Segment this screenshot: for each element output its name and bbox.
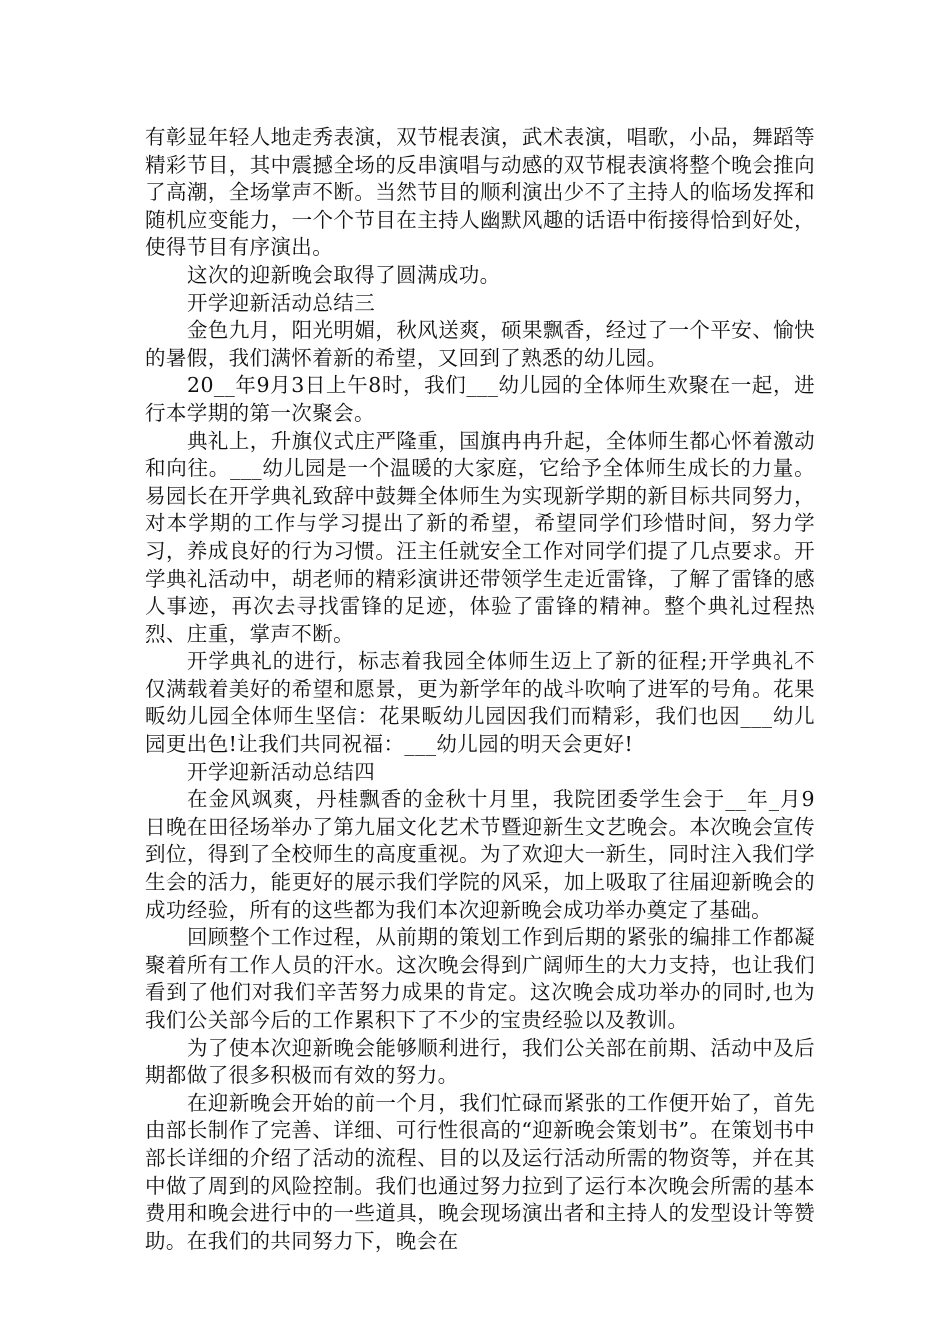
paragraph-success: 这次的迎新晚会取得了圆满成功。 xyxy=(187,262,501,287)
paragraph-date: 20__年9月3日上午8时，我们___幼儿园的全体师生欢聚在一起，进行本学期的第一次聚会。 xyxy=(145,373,815,425)
paragraph-new-journey: 开学典礼的进行，标志着我园全体师生迈上了新的征程;开学典礼不仅满载着美好的希望和愿景，更为新学年的战斗吹响了进军的号角。花果畈幼儿园全体师生坚信：花果畈幼儿园因我们而精彩，我们也因___幼儿园更出色!让我们共同祝福：___幼儿园的明天会更好! xyxy=(145,649,815,757)
paragraph-ceremony: 典礼上，升旗仪式庄严隆重，国旗冉冉升起，全体师生都心怀着激动和向往。___幼儿园是一个温暖的大家庭，它给予全体师生成长的力量。易园长在开学典礼致辞中鼓舞全体师生为实现新学期的新目标共同努力，对本学期的工作与学习提出了新的希望，希望同学们珍惜时间，努力学习，养成良好的行为习惯。汪主任就安全工作对同学们提了几点要求。开学典礼活动中，胡老师的精彩演讲还带领学生走近雷锋，了解了雷锋的感人事迹，再次去寻找雷锋的足迹，体验了雷锋的精神。整个典礼过程热烈、庄重，掌声不断。 xyxy=(145,428,815,646)
paragraph-october: 在金风飒爽，丹桂飘香的金秋十月里，我院团委学生会于__年_月9日晚在田径场举办了第九届文化艺术节暨迎新生文艺晚会。本次晚会宣传到位，得到了全校师生的高度重视。为了欢迎大一新生，同时注入我们学生会的活力，能更好的展示我们学院的风采，加上吸取了往届迎新晚会的成功经验，所有的这些都为我们本次迎新晚会成功举办奠定了基础。 xyxy=(145,787,815,922)
paragraph-efforts: 为了使本次迎新晚会能够顺利进行，我们公关部在前期、活动中及后期都做了很多积极而有效的努力。 xyxy=(145,1035,815,1088)
section-heading-four: 开学迎新活动总结四 xyxy=(187,759,376,784)
document-page xyxy=(145,124,815,1255)
paragraph-preparation: 在迎新晚会开始的前一个月，我们忙碌而紧张的工作便开始了，首先由部长制作了完善、详细、可行性很高的“迎新晚会策划书”。在策划书中部长详细的介绍了活动的流程、目的以及运行活动所需的物资等，并在其中做了周到的风险控制。我们也通过努力拉到了运行本次晚会所需的基本费用和晚会进行中的一些道具，晚会现场演出者和主持人的发型设计等赞助。在我们的共同努力下，晚会在 xyxy=(145,1090,815,1253)
paragraph-september: 金色九月，阳光明媚，秋风送爽，硕果飘香，经过了一个平安、愉快的暑假，我们满怀着新的希望，又回到了熟悉的幼儿园。 xyxy=(145,318,815,370)
section-heading-three: 开学迎新活动总结三 xyxy=(187,290,376,315)
paragraph-continuation: 有彰显年轻人地走秀表演，双节棍表演，武术表演，唱歌，小品，舞蹈等精彩节目，其中震撼全场的反串演唱与动感的双节棍表演将整个晚会推向了高潮，全场掌声不断。当然节目的顺利演出少不了主持人的临场发挥和随机应变能力，一个个节目在主持人幽默风趣的话语中衔接得恰到好处，使得节目有序演出。 xyxy=(145,125,815,260)
paragraph-review: 回顾整个工作过程，从前期的策划工作到后期的紧张的编排工作都凝聚着所有工作人员的汗水。这次晚会得到广阔师生的大力支持，也让我们看到了他们对我们辛苦努力成果的肯定。这次晚会成功举办的同时,也为我们公关部今后的工作累积下了不少的宝贵经验以及教训。 xyxy=(145,925,815,1032)
